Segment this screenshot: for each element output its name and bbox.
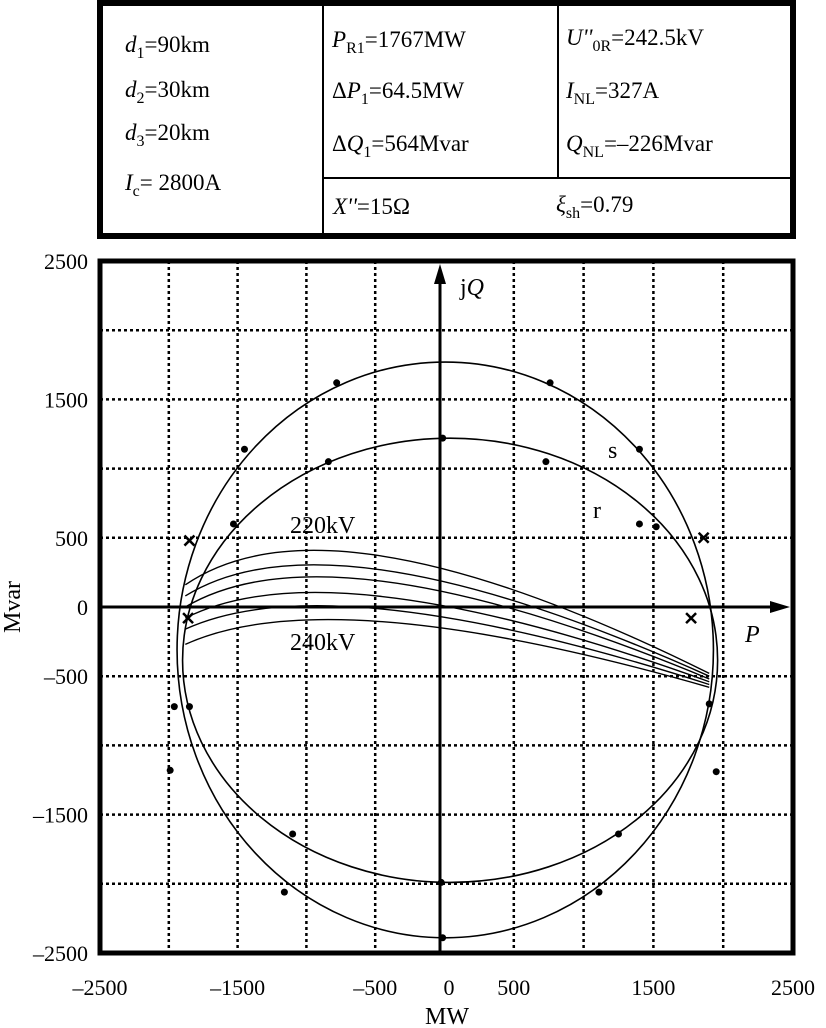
x-tick-label: 2500 (771, 975, 815, 1000)
x-tick-label: –500 (353, 975, 398, 1000)
param-delta-q1: $\Delta Q_1=564Mvar$ (332, 131, 469, 161)
y-tick-label: –500 (44, 664, 88, 690)
param-u0r: $U''_{0R}=242.5kV$ (566, 25, 704, 55)
param-d1: $d_1=90km$ (125, 32, 210, 62)
y-tick-label: –2500 (33, 941, 88, 966)
series-s-point (636, 446, 643, 453)
series-s-point (167, 767, 174, 774)
series-r-point (615, 830, 622, 837)
x-tick-label: 0 (443, 975, 455, 1000)
y-tick-label: 0 (77, 595, 88, 620)
param-delta-p1: $\Delta P_1=64.5MW$ (332, 78, 465, 108)
series-s-point (547, 379, 554, 386)
voltage-curve-4 (185, 577, 709, 679)
series-r-point (636, 520, 643, 527)
y-axis-title: Mvar (0, 581, 26, 633)
param-d3: $d_3=20km$ (125, 120, 210, 150)
p-axis-label: P (745, 622, 760, 648)
x-tick-label: 1500 (631, 975, 676, 1000)
q-axis-arrow (434, 264, 446, 284)
series-r-point (438, 879, 445, 886)
series-r-point (542, 458, 549, 465)
y-tick-label: 1500 (44, 387, 88, 413)
series-r-point (439, 435, 446, 442)
q-axis-label: jQ (460, 275, 485, 301)
param-qnl: $Q_{NL}=-226Mvar$ (566, 131, 713, 161)
series-r-point (186, 703, 193, 710)
y-tick-label: –1500 (33, 802, 88, 828)
cross-marker (184, 536, 194, 546)
series-r-point (325, 458, 332, 465)
param-xi-sh: $\xi_{sh}=0.79$ (556, 192, 634, 222)
voltage-curve-6 (185, 606, 709, 685)
series-r-point (289, 830, 296, 837)
param-x: X''=15Ω (333, 194, 410, 219)
param-inl: $I_{NL}=327A$ (566, 78, 660, 108)
series-s-point (281, 889, 288, 896)
param-pr1: $P_{R1}=1767MW$ (332, 27, 466, 57)
y-tick-label: 500 (55, 525, 88, 551)
series-s-point (439, 934, 446, 941)
series-s-point (241, 446, 248, 453)
p-axis-arrow (770, 601, 790, 613)
series-s-point (230, 520, 237, 527)
series-s-point (713, 768, 720, 775)
x-tick-label: 500 (497, 975, 531, 1000)
voltage-label-240kv: 240kV (290, 630, 356, 656)
y-tick-label: 2500 (44, 249, 88, 274)
series-s-point (333, 379, 340, 386)
q-axis-letter: Q (466, 275, 485, 301)
curve-label-s: s (608, 438, 618, 464)
voltage-curve-3 (185, 565, 709, 676)
curve-label-r: r (593, 498, 601, 524)
series-s-point (171, 703, 178, 710)
x-tick-label: –1500 (210, 975, 266, 1000)
x-tick-label: –2500 (72, 975, 128, 1000)
series-s-point (706, 700, 713, 707)
param-d2: $d_2=30km$ (125, 77, 210, 107)
cross-marker (686, 613, 696, 623)
param-ic: $I_c= 2800A$ (125, 170, 222, 200)
x-axis-title: MW (425, 1004, 469, 1028)
series-s-curve (177, 362, 713, 938)
series-s-point (595, 889, 602, 896)
series-s-point (653, 523, 660, 530)
voltage-label-220kv: 220kV (290, 513, 356, 539)
